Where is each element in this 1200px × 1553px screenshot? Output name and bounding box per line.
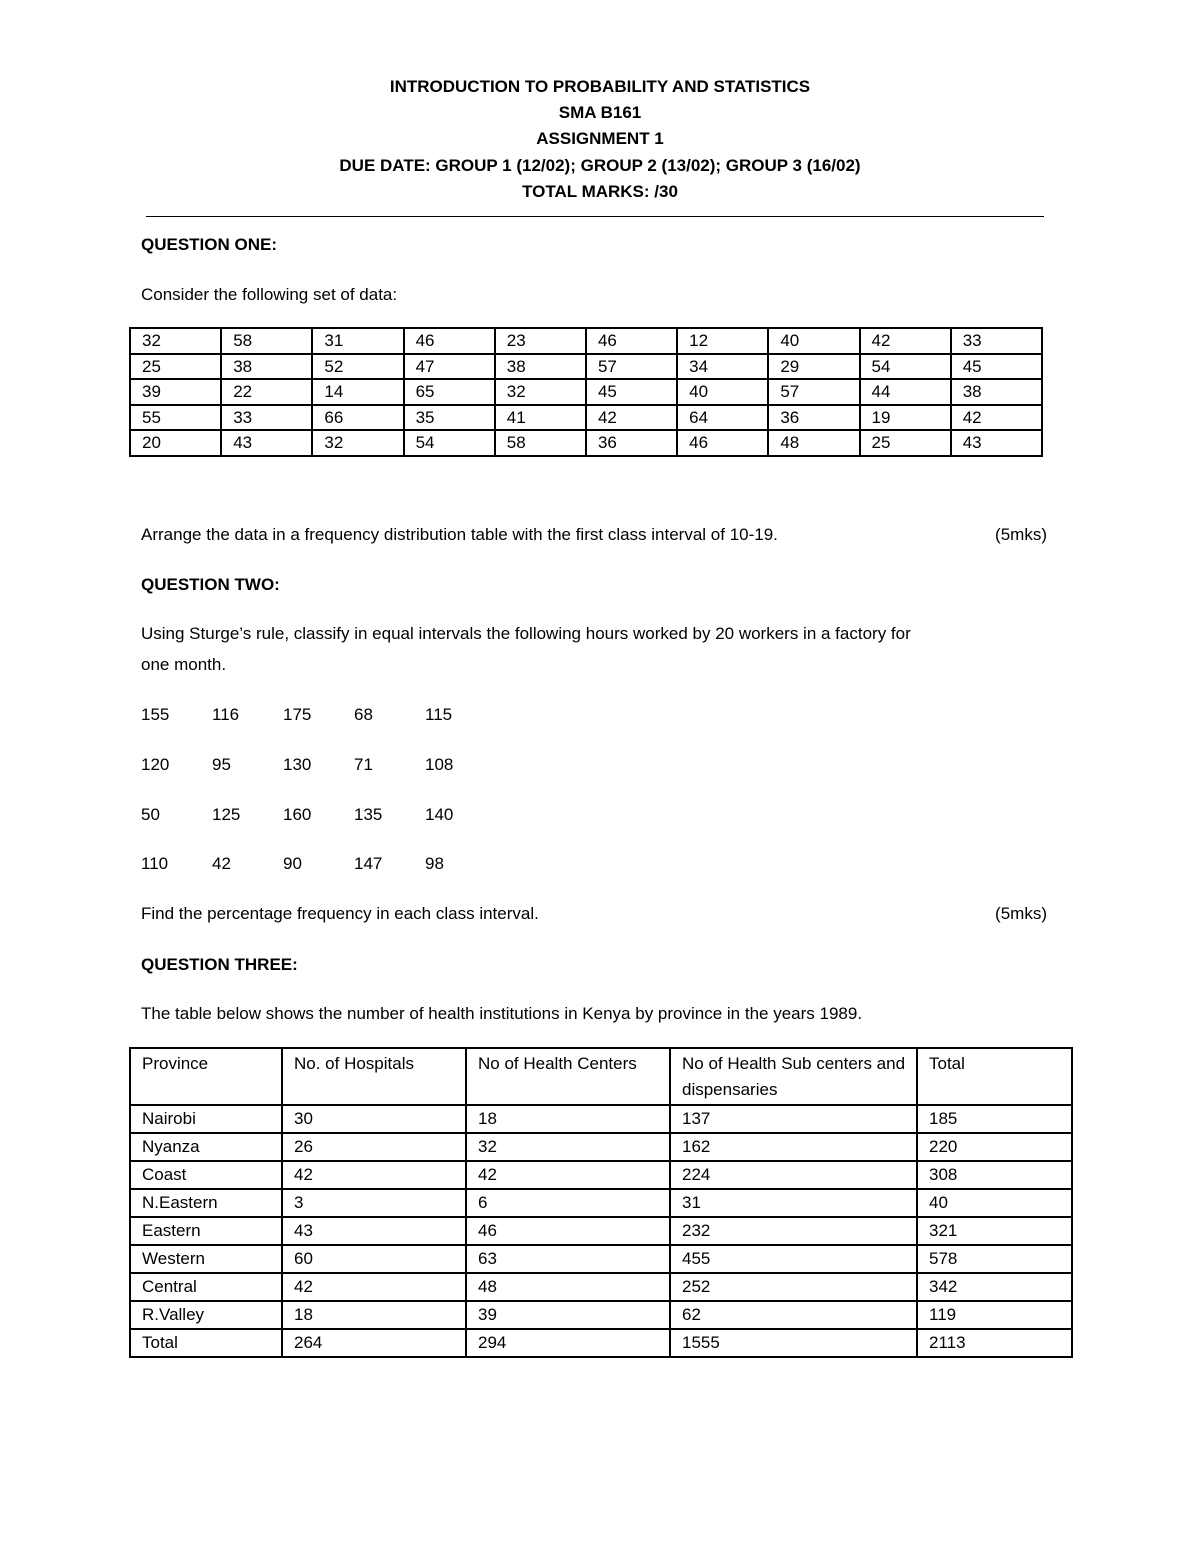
table-cell: 66 xyxy=(312,405,403,431)
table-cell: 264 xyxy=(282,1329,466,1357)
data-table xyxy=(129,327,1043,457)
table-cell: 35 xyxy=(404,405,495,431)
table-cell: 294 xyxy=(466,1329,670,1357)
table-cell: 38 xyxy=(495,354,586,380)
table-cell: 6 xyxy=(466,1189,670,1217)
table-cell: 36 xyxy=(586,430,677,456)
table-row xyxy=(130,379,1042,405)
divider-line xyxy=(146,216,1044,217)
question-one-marks: (5mks) xyxy=(995,525,1047,544)
table-cell: 39 xyxy=(130,379,221,405)
table-cell: 48 xyxy=(768,430,859,456)
table-cell: 232 xyxy=(670,1217,917,1245)
hours-value: 71 xyxy=(354,755,373,774)
table-cell: 342 xyxy=(917,1273,1072,1301)
table-cell: 32 xyxy=(495,379,586,405)
question-two-instruction: Find the percentage frequency in each class interval. xyxy=(141,904,539,923)
hours-value: 160 xyxy=(283,805,312,824)
table-row xyxy=(130,1301,1072,1329)
table-cell: 14 xyxy=(312,379,403,405)
hours-row xyxy=(141,705,496,725)
table-cell: 308 xyxy=(917,1161,1072,1189)
table-row xyxy=(130,1105,1072,1133)
table-cell: 43 xyxy=(282,1217,466,1245)
table-row xyxy=(130,1161,1072,1189)
table-cell: 2113 xyxy=(917,1329,1072,1357)
table-cell: 48 xyxy=(466,1273,670,1301)
table-cell: 185 xyxy=(917,1105,1072,1133)
table-cell: 38 xyxy=(951,379,1042,405)
hours-value: 135 xyxy=(354,805,383,824)
health-institutions-table xyxy=(129,1047,1073,1358)
table-row xyxy=(130,1217,1072,1245)
table-cell: 45 xyxy=(586,379,677,405)
column-header: No. of Hospitals xyxy=(282,1048,466,1105)
table-cell: 40 xyxy=(768,328,859,354)
table-cell: 46 xyxy=(466,1217,670,1245)
table-cell: 57 xyxy=(768,379,859,405)
table-cell: 32 xyxy=(466,1133,670,1161)
table-cell: 119 xyxy=(917,1301,1072,1329)
table-cell: 43 xyxy=(951,430,1042,456)
table-cell: 252 xyxy=(670,1273,917,1301)
table-cell: 26 xyxy=(282,1133,466,1161)
table-cell: 46 xyxy=(404,328,495,354)
table-cell: 65 xyxy=(404,379,495,405)
table-cell: 54 xyxy=(404,430,495,456)
hours-value: 125 xyxy=(212,805,241,824)
column-header: Province xyxy=(130,1048,282,1105)
table-cell: 60 xyxy=(282,1245,466,1273)
question-two-heading: QUESTION TWO: xyxy=(141,575,280,594)
question-one-heading: QUESTION ONE: xyxy=(141,235,278,254)
table-cell: 220 xyxy=(917,1133,1072,1161)
hours-value: 110 xyxy=(141,854,169,873)
question-two-marks: (5mks) xyxy=(995,904,1047,923)
table-row xyxy=(130,328,1042,354)
province-cell: Western xyxy=(130,1245,282,1273)
province-cell: Eastern xyxy=(130,1217,282,1245)
table-cell: 25 xyxy=(130,354,221,380)
assignment-title: ASSIGNMENT 1 xyxy=(536,129,664,148)
table-cell: 33 xyxy=(221,405,312,431)
table-cell: 34 xyxy=(677,354,768,380)
table-cell: 578 xyxy=(917,1245,1072,1273)
table-cell: 29 xyxy=(768,354,859,380)
hours-value: 90 xyxy=(283,854,302,873)
table-cell: 33 xyxy=(951,328,1042,354)
hours-value: 120 xyxy=(141,755,170,774)
table-row xyxy=(130,405,1042,431)
table-cell: 46 xyxy=(677,430,768,456)
table-cell: 40 xyxy=(917,1189,1072,1217)
table-cell: 38 xyxy=(221,354,312,380)
province-cell: Total xyxy=(130,1329,282,1357)
table-cell: 42 xyxy=(282,1273,466,1301)
hours-value: 68 xyxy=(354,705,373,724)
table-cell: 54 xyxy=(860,354,951,380)
question-two-intro-continued: one month. xyxy=(141,655,227,674)
table-row xyxy=(130,1273,1072,1301)
table-row xyxy=(130,1245,1072,1273)
table-cell: 46 xyxy=(586,328,677,354)
course-title: INTRODUCTION TO PROBABILITY AND STATISTICS xyxy=(389,77,811,96)
column-header: No of Health Sub centers and dispensaries xyxy=(670,1048,917,1105)
hours-row xyxy=(141,805,496,825)
table-cell: 39 xyxy=(466,1301,670,1329)
province-cell: N.Eastern xyxy=(130,1189,282,1217)
table-cell: 47 xyxy=(404,354,495,380)
table-row xyxy=(130,430,1042,456)
hours-value: 95 xyxy=(212,755,231,774)
table-cell: 40 xyxy=(677,379,768,405)
table-cell: 42 xyxy=(466,1161,670,1189)
hours-value: 130 xyxy=(283,755,312,774)
question-one-instruction: Arrange the data in a frequency distribution table with the first class interval of 10-19. xyxy=(141,525,778,544)
hours-value: 116 xyxy=(212,705,240,724)
province-cell: Central xyxy=(130,1273,282,1301)
table-cell: 19 xyxy=(860,405,951,431)
table-cell: 12 xyxy=(677,328,768,354)
table-cell: 162 xyxy=(670,1133,917,1161)
table-cell: 36 xyxy=(768,405,859,431)
total-row xyxy=(130,1329,1072,1357)
table-cell: 43 xyxy=(221,430,312,456)
hours-value: 147 xyxy=(354,854,383,873)
table-cell: 58 xyxy=(221,328,312,354)
table-cell: 31 xyxy=(670,1189,917,1217)
hours-value: 140 xyxy=(425,805,454,824)
table-cell: 41 xyxy=(495,405,586,431)
table-cell: 52 xyxy=(312,354,403,380)
table-cell: 63 xyxy=(466,1245,670,1273)
table-cell: 18 xyxy=(466,1105,670,1133)
table-cell: 1555 xyxy=(670,1329,917,1357)
table-cell: 32 xyxy=(130,328,221,354)
table-cell: 45 xyxy=(951,354,1042,380)
hours-value: 50 xyxy=(141,805,160,824)
province-cell: Coast xyxy=(130,1161,282,1189)
table-cell: 25 xyxy=(860,430,951,456)
table-cell: 55 xyxy=(130,405,221,431)
province-cell: Nyanza xyxy=(130,1133,282,1161)
table-cell: 42 xyxy=(586,405,677,431)
table-cell: 321 xyxy=(917,1217,1072,1245)
question-three-heading: QUESTION THREE: xyxy=(141,955,298,974)
table-cell: 23 xyxy=(495,328,586,354)
table-cell: 22 xyxy=(221,379,312,405)
hours-value: 175 xyxy=(283,705,312,724)
table-cell: 3 xyxy=(282,1189,466,1217)
hours-value: 155 xyxy=(141,705,170,724)
table-cell: 57 xyxy=(586,354,677,380)
table-cell: 44 xyxy=(860,379,951,405)
table-cell: 20 xyxy=(130,430,221,456)
hours-row xyxy=(141,755,496,775)
question-three-intro: The table below shows the number of health institutions in Kenya by province in the years 1989. xyxy=(141,1004,863,1023)
total-marks: TOTAL MARKS: /30 xyxy=(522,182,678,201)
table-row xyxy=(130,1133,1072,1161)
table-cell: 224 xyxy=(670,1161,917,1189)
hours-value: 42 xyxy=(212,854,231,873)
province-cell: Nairobi xyxy=(130,1105,282,1133)
course-code: SMA B161 xyxy=(558,103,642,122)
table-cell: 42 xyxy=(951,405,1042,431)
table-cell: 58 xyxy=(495,430,586,456)
table-cell: 30 xyxy=(282,1105,466,1133)
table-cell: 137 xyxy=(670,1105,917,1133)
table-row xyxy=(130,354,1042,380)
column-header: Total xyxy=(917,1048,1072,1105)
due-date: DUE DATE: GROUP 1 (12/02); GROUP 2 (13/02); GROUP 3 (16/02) xyxy=(339,156,861,175)
table-cell: 32 xyxy=(312,430,403,456)
table-cell: 18 xyxy=(282,1301,466,1329)
table-cell: 42 xyxy=(860,328,951,354)
table-header-row xyxy=(130,1048,1072,1105)
table-cell: 62 xyxy=(670,1301,917,1329)
question-one-intro: Consider the following set of data: xyxy=(141,285,398,304)
table-cell: 31 xyxy=(312,328,403,354)
table-row xyxy=(130,1189,1072,1217)
question-two-intro: Using Sturge’s rule, classify in equal intervals the following hours worked by 20 workers in a factory for xyxy=(141,624,911,643)
table-cell: 455 xyxy=(670,1245,917,1273)
province-cell: R.Valley xyxy=(130,1301,282,1329)
hours-value: 98 xyxy=(425,854,444,873)
column-header: No of Health Centers xyxy=(466,1048,670,1105)
hours-value: 115 xyxy=(425,705,453,724)
hours-value: 108 xyxy=(425,755,454,774)
table-cell: 64 xyxy=(677,405,768,431)
hours-row xyxy=(141,854,496,874)
table-cell: 42 xyxy=(282,1161,466,1189)
